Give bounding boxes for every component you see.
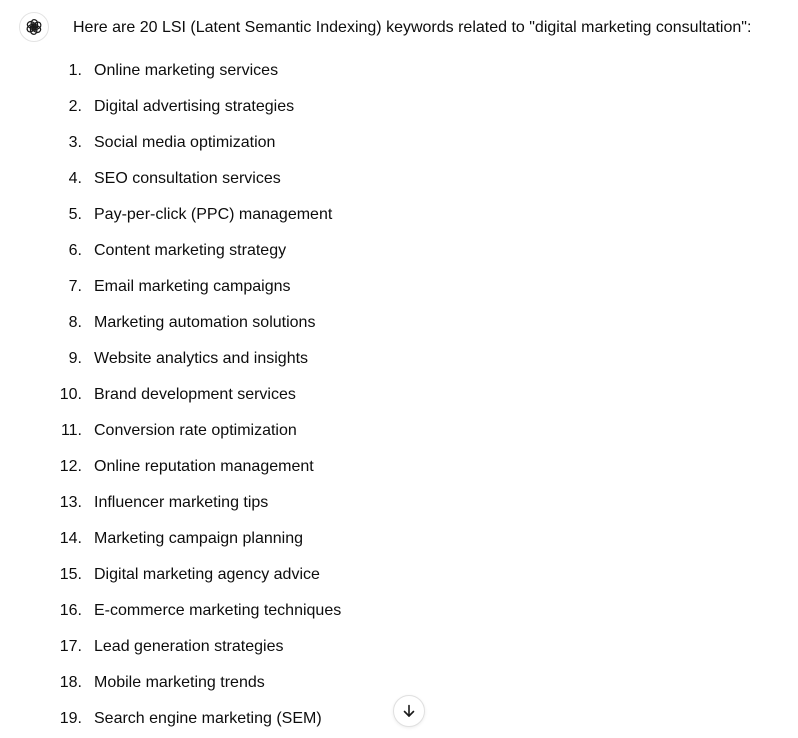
openai-logo-icon [24,17,44,37]
list-item-number: 9. [68,350,82,367]
list-item-number: 7. [68,278,82,295]
list-item [0,269,341,305]
list-item-number: 3. [68,134,82,151]
list-item-text: Website analytics and insights [94,350,309,367]
list-item [0,341,341,377]
list-item-number: 18. [59,674,82,691]
list-item [0,233,341,269]
list-item-text: E-commerce marketing techniques [94,602,342,619]
list-item-text: Email marketing campaigns [94,278,291,295]
list-item [0,161,341,197]
list-item-number: 8. [68,314,82,331]
list-item-text: Marketing campaign planning [94,530,304,547]
list-item [0,449,341,485]
list-item [0,125,341,161]
list-item [0,665,341,701]
list-item [0,197,341,233]
list-item-number: 11. [60,422,82,439]
list-item-text: Content marketing strategy [94,242,287,259]
list-item-text: Influencer marketing tips [94,494,269,511]
list-item [0,89,341,125]
list-item [0,593,341,629]
keyword-list [0,53,341,737]
list-item [0,53,341,89]
list-item [0,305,341,341]
list-item [0,485,341,521]
list-item-number: 19. [59,710,82,727]
assistant-avatar [19,12,49,42]
list-item-number: 16. [59,602,82,619]
scroll-to-bottom-button[interactable] [393,695,425,727]
list-item-text: Digital marketing agency advice [94,566,320,583]
arrow-down-icon [401,703,417,719]
message-intro: Here are 20 LSI (Latent Semantic Indexing) keywords related to "digital marketing consultation": [73,19,752,36]
list-item [0,377,341,413]
list-item [0,413,341,449]
list-item-number: 1. [68,62,82,79]
list-item [0,701,341,737]
list-item-number: 15. [59,566,82,583]
list-item-number: 14. [59,530,82,547]
list-item-number: 13. [59,494,82,511]
list-item-text: Marketing automation solutions [94,314,316,331]
list-item-text: Digital advertising strategies [94,98,295,115]
list-item-text: Mobile marketing trends [94,674,265,691]
list-item-text: Lead generation strategies [94,638,284,655]
list-item-text: Conversion rate optimization [94,422,297,439]
list-item-number: 2. [68,98,82,115]
list-item [0,629,341,665]
list-item-text: Online reputation management [94,458,314,475]
list-item-number: 6. [68,242,82,259]
list-item-number: 4. [68,170,82,187]
list-item-text: Online marketing services [94,62,279,79]
list-item [0,557,341,593]
list-item-text: Pay-per-click (PPC) management [94,206,333,223]
list-item [0,521,341,557]
list-item-text: SEO consultation services [94,170,281,187]
list-item-text: Social media optimization [94,134,276,151]
list-item-number: 12. [59,458,82,475]
list-item-number: 17. [59,638,82,655]
list-item-number: 5. [68,206,82,223]
list-item-number: 10. [59,386,82,403]
list-item-text: Search engine marketing (SEM) [94,710,322,727]
list-item-text: Brand development services [94,386,296,403]
